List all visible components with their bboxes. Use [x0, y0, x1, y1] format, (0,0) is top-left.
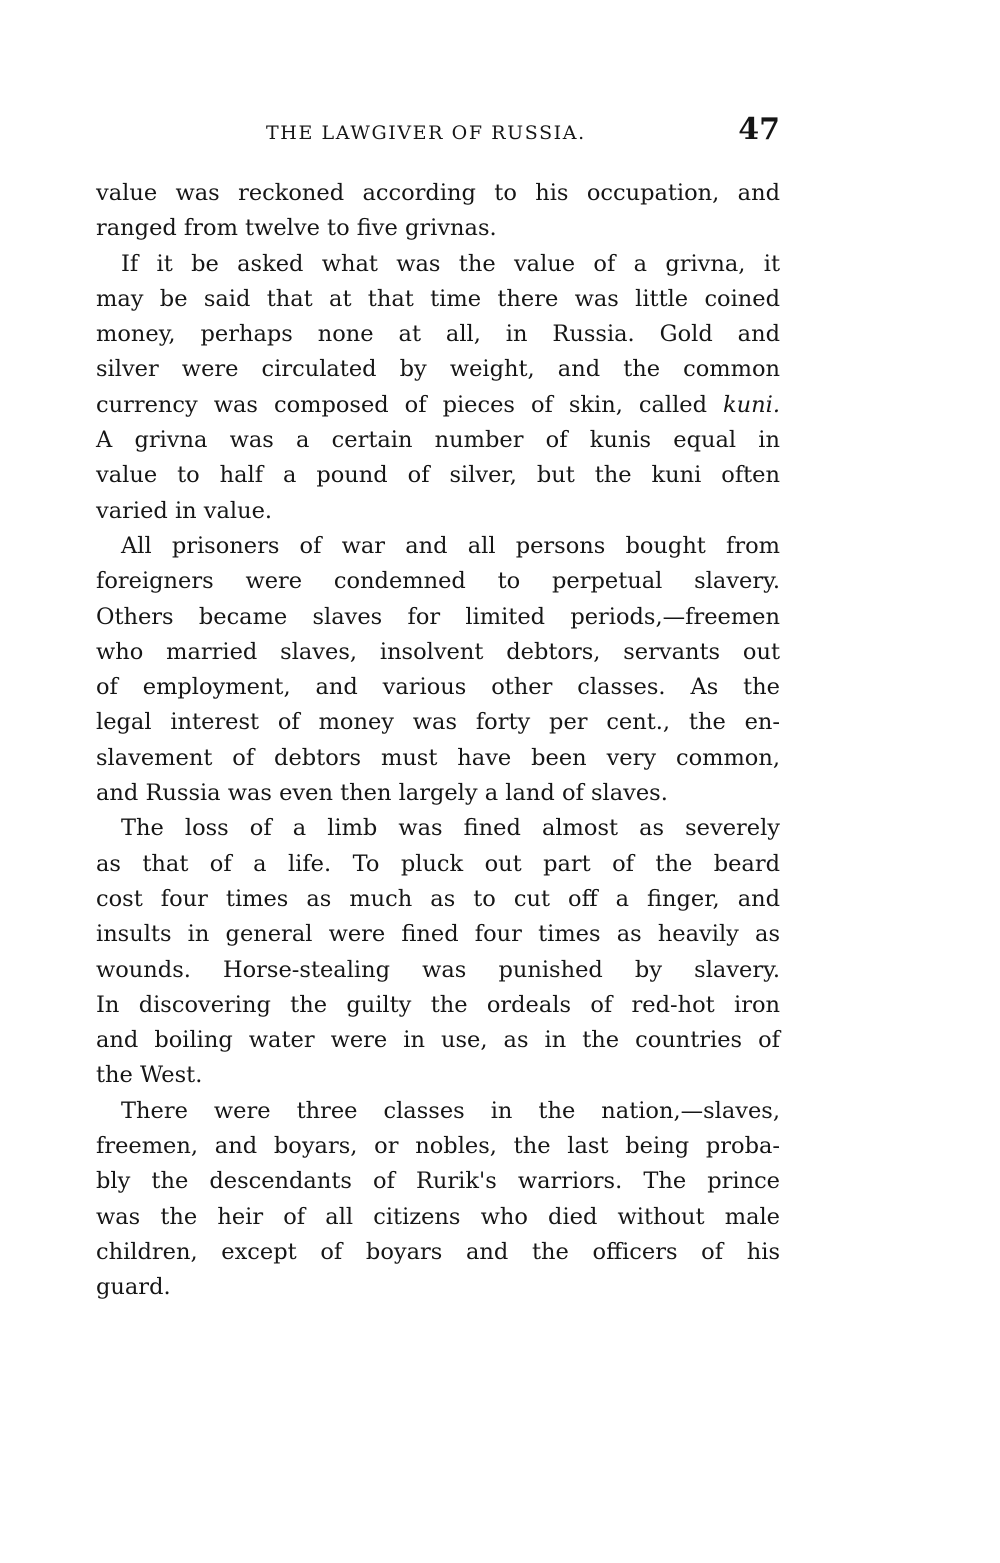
text-line-segment: currency was composed of pieces of skin, called: [96, 391, 708, 418]
text-line: Others became slaves for limited periods,—freemen: [96, 603, 780, 630]
text-line: insults in general were fined four times as heavily as: [96, 921, 780, 948]
paragraph: [96, 811, 780, 1093]
text-line: The loss of a limb was fined almost as severely: [121, 815, 780, 842]
text-line: of employment, and various other classes. As the: [96, 674, 780, 701]
text-line: All prisoners of war and all persons bought from: [121, 532, 780, 559]
text-line: ranged from twelve to five grivnas.: [96, 215, 497, 242]
paragraph: [96, 1094, 780, 1306]
text-line: bly the descendants of Rurik's warriors. The prince: [96, 1168, 780, 1195]
text-body: [96, 176, 780, 1306]
page-number: 47: [738, 112, 780, 147]
text-line: and boiling water were in use, as in the countries of: [96, 1027, 780, 1054]
running-title: THE LAWGIVER OF RUSSIA.: [266, 122, 586, 144]
text-line: In discovering the guilty the ordeals of red-hot iron: [96, 991, 780, 1018]
text-line: as that of a life. To pluck out part of the beard: [96, 850, 780, 877]
text-line: wounds. Horse-stealing was punished by slavery.: [96, 956, 780, 983]
book-page: [96, 112, 780, 1306]
text-line: A grivna was a certain number of kunis equal in: [96, 427, 780, 454]
text-line: There were three classes in the nation,—slaves,: [121, 1097, 780, 1124]
text-line: children, except of boyars and the officers of his: [96, 1238, 780, 1265]
text-line: value to half a pound of silver, but the kuni often: [96, 462, 780, 489]
text-line: and Russia was even then largely a land of slaves.: [96, 780, 668, 807]
text-line: may be said that at that time there was little coined: [96, 285, 780, 312]
text-line: If it be asked what was the value of a grivna, it: [121, 250, 780, 277]
text-line: freemen, and boyars, or nobles, the last being proba-: [96, 1133, 780, 1160]
text-line: value was reckoned according to his occupation, and: [96, 180, 780, 206]
text-line: cost four times as much as to cut off a finger, and: [96, 885, 780, 912]
italic-term: kuni.: [723, 391, 780, 418]
text-line: who married slaves, insolvent debtors, servants out: [96, 638, 780, 665]
text-line: was the heir of all citizens who died without male: [96, 1203, 780, 1230]
running-head: [96, 112, 780, 158]
paragraph: [96, 529, 780, 811]
paragraph: [96, 176, 780, 247]
text-line: the West.: [96, 1062, 203, 1089]
text-line: slavement of debtors must have been very common,: [96, 744, 780, 771]
text-line: foreigners were condemned to perpetual slavery.: [96, 568, 780, 595]
text-line: [96, 388, 780, 423]
text-line: money, perhaps none at all, in Russia. Gold and: [96, 321, 780, 348]
text-line: varied in value.: [96, 497, 273, 524]
text-line: silver were circulated by weight, and the common: [96, 356, 780, 383]
paragraph: [96, 247, 780, 529]
text-line: legal interest of money was forty per cent., the en-: [96, 709, 780, 736]
text-line: guard.: [96, 1274, 171, 1301]
